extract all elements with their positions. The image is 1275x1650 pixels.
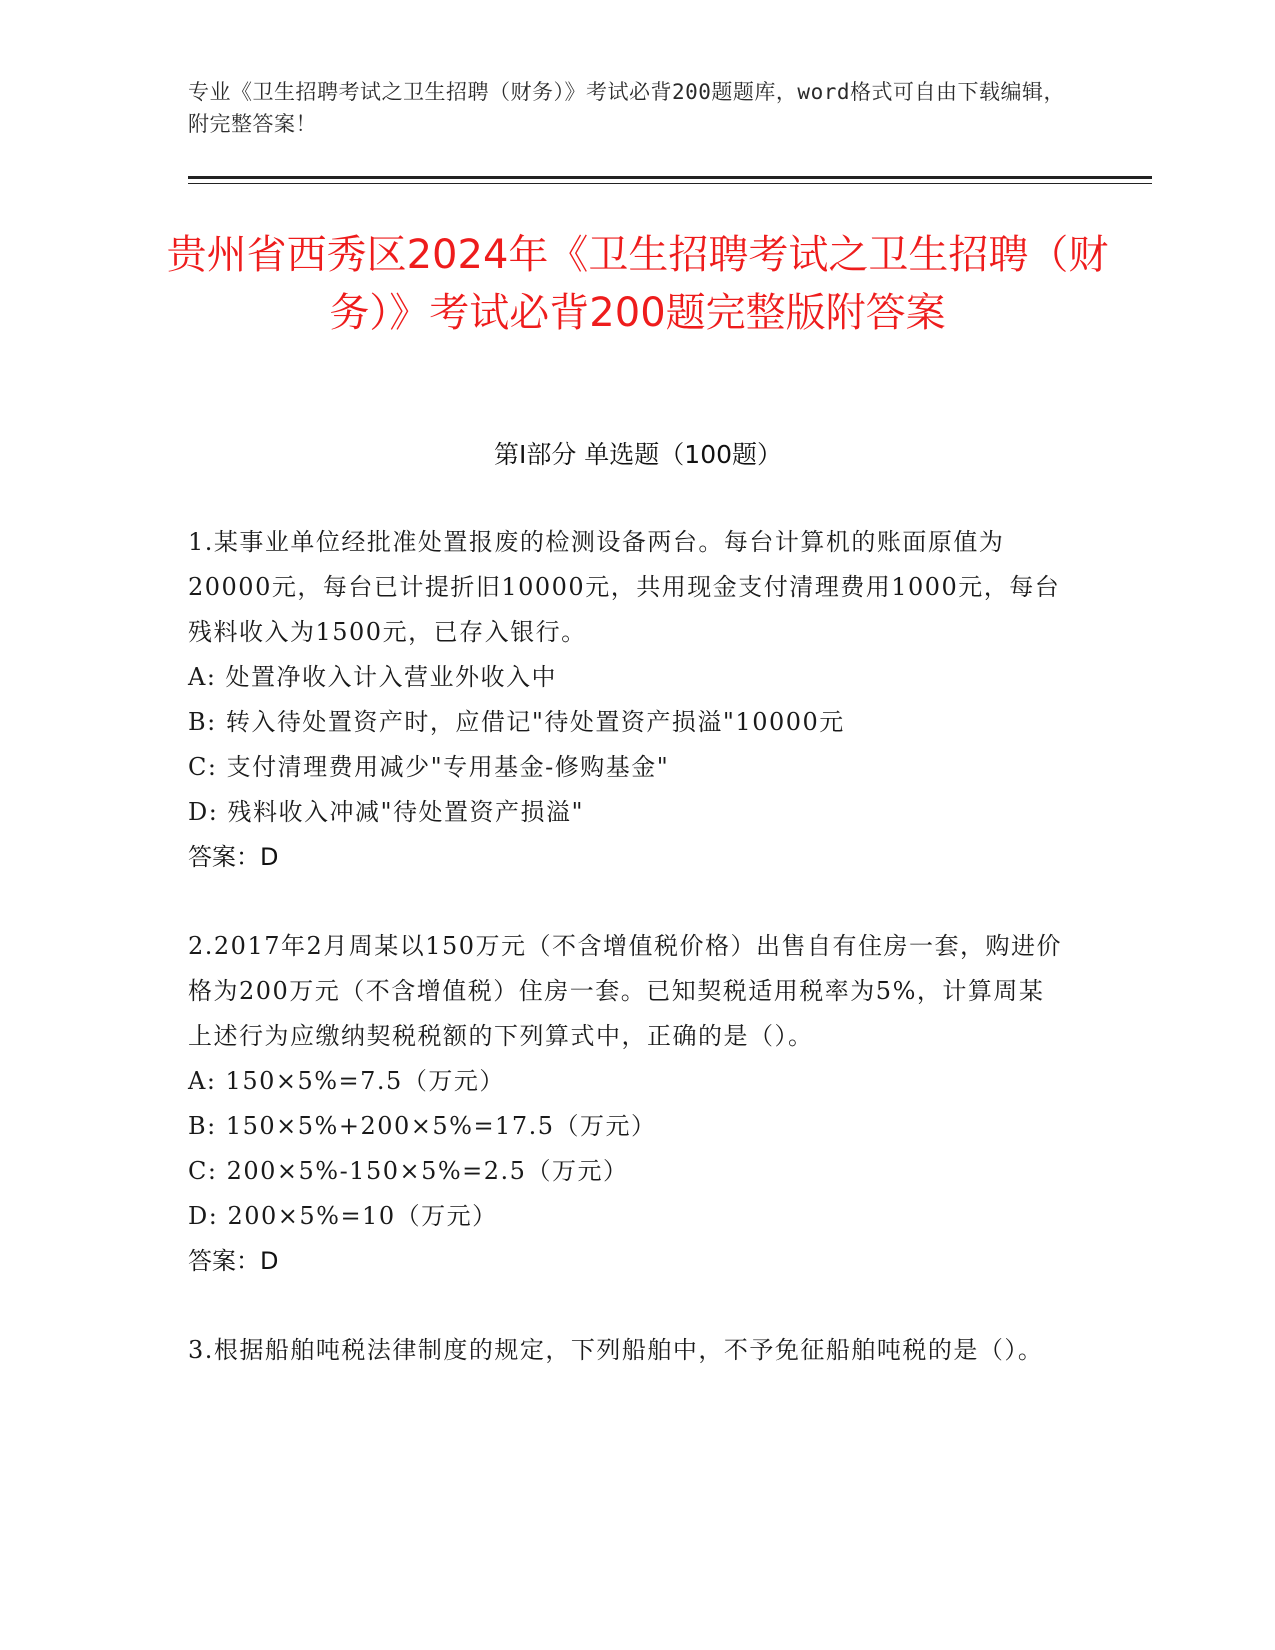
- option-b: B: 转入待处置资产时，应借记"待处置资产损溢"10000元: [188, 708, 845, 736]
- question-stem: 3.根据船舶吨税法律制度的规定，下列船舶中，不予免征船舶吨税的是（）。: [188, 1336, 1044, 1364]
- header-divider: [188, 176, 1152, 179]
- document-title: 贵州省西秀区2024年《卫生招聘考试之卫生招聘（财务）》考试必背200题完整版附答案: [166, 232, 1109, 336]
- question-list: [188, 520, 1068, 1417]
- option-a: A: 150×5%=7.5（万元）: [188, 1067, 505, 1095]
- option-d: D: 残料收入冲减"待处置资产损溢": [188, 798, 585, 826]
- question-2: [188, 924, 1068, 1284]
- option-d: D: 200×5%=10（万元）: [188, 1202, 498, 1230]
- question-stem: 2.2017年2月周某以150万元（不含增值税价格）出售自有住房一套，购进价格为200万元（不含增值税）住房一套。已知契税适用税率为5%，计算周某上述行为应缴纳契税税额的下列算式中，正确的是（）。: [188, 932, 1063, 1050]
- answer: 答案：D: [188, 843, 279, 871]
- header-divider-thin: [188, 183, 1152, 184]
- option-a: A: 处置净收入计入营业外收入中: [188, 663, 558, 691]
- question-1: [188, 520, 1068, 880]
- option-b: B: 150×5%+200×5%=17.5（万元）: [188, 1112, 657, 1140]
- header-note: 专业《卫生招聘考试之卫生招聘（财务）》考试必背200题题库，word格式可自由下载编辑，附完整答案！: [188, 80, 1065, 136]
- question-3: [188, 1328, 1068, 1373]
- question-stem: 1.某事业单位经批准处置报废的检测设备两台。每台计算机的账面原值为20000元，每台已计提折旧10000元，共用现金支付清理费用1000元，每台残料收入为1500元，已存入银行。: [188, 528, 1061, 646]
- option-c: C: 200×5%-150×5%=2.5（万元）: [188, 1157, 629, 1185]
- option-c: C: 支付清理费用减少"专用基金-修购基金": [188, 753, 670, 781]
- section-title: 第Ⅰ部分 单选题（100题）: [493, 440, 783, 469]
- answer: 答案：D: [188, 1247, 279, 1275]
